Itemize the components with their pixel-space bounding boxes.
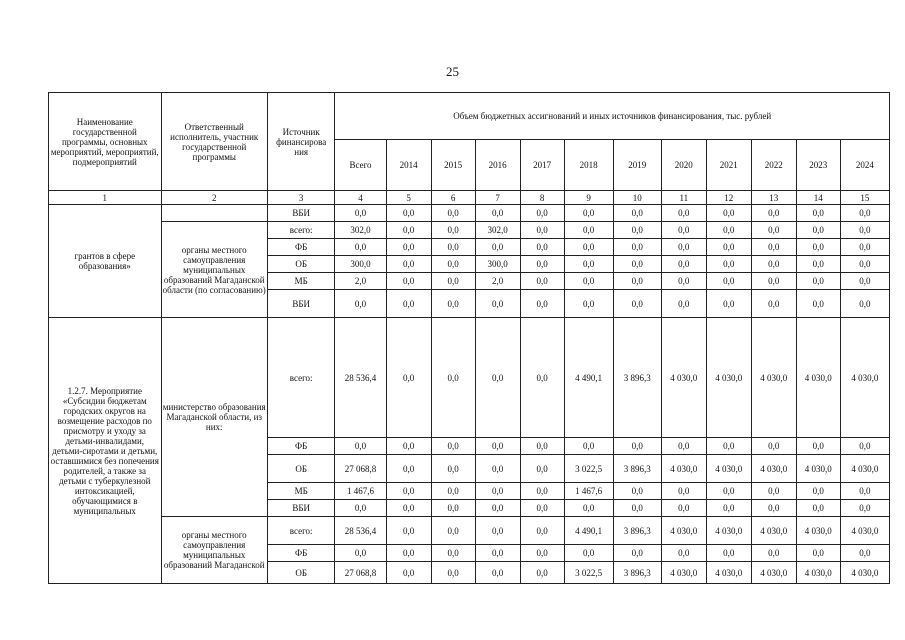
value-cell: 0,0 — [840, 273, 889, 290]
header-volume: Объем бюджетных ассигнований и иных источников финансирования, тыс. рублей — [335, 93, 890, 140]
value-cell: 0,0 — [520, 222, 564, 239]
value-cell: 0,0 — [431, 483, 475, 500]
value-cell: 0,0 — [706, 500, 751, 517]
column-number: 8 — [520, 191, 564, 205]
page-number: 25 — [446, 64, 459, 79]
column-number: 12 — [706, 191, 751, 205]
value-cell: 302,0 — [335, 222, 386, 239]
value-cell: 0,0 — [475, 500, 520, 517]
value-cell: 3 896,3 — [613, 318, 661, 438]
table-header — [49, 93, 890, 205]
table-body — [49, 205, 890, 584]
value-cell: 0,0 — [386, 256, 431, 273]
source-cell: ОБ — [267, 455, 335, 483]
executor-cell: министерство образования Магаданской области, из них: — [161, 318, 267, 517]
executor-cell: органы местного самоуправления муниципальных образований Магаданской — [161, 517, 267, 584]
value-cell: 0,0 — [386, 562, 431, 584]
source-cell: всего: — [267, 517, 335, 545]
value-cell: 0,0 — [706, 239, 751, 256]
value-cell: 0,0 — [613, 205, 661, 222]
value-cell: 0,0 — [751, 483, 796, 500]
value-cell: 0,0 — [520, 500, 564, 517]
value-cell: 0,0 — [706, 222, 751, 239]
value-cell: 0,0 — [796, 483, 840, 500]
value-cell: 0,0 — [475, 239, 520, 256]
column-number: 4 — [335, 191, 386, 205]
value-cell: 0,0 — [431, 290, 475, 318]
value-cell: 0,0 — [520, 256, 564, 273]
value-cell: 0,0 — [796, 222, 840, 239]
column-number: 14 — [796, 191, 840, 205]
source-cell: ОБ — [267, 256, 335, 273]
value-cell: 4 030,0 — [751, 562, 796, 584]
column-number: 9 — [564, 191, 613, 205]
value-cell: 0,0 — [661, 256, 706, 273]
value-cell: 0,0 — [564, 500, 613, 517]
value-cell: 0,0 — [386, 545, 431, 562]
value-cell: 4 030,0 — [661, 455, 706, 483]
value-cell: 0,0 — [796, 500, 840, 517]
value-cell: 0,0 — [706, 290, 751, 318]
value-cell: 0,0 — [431, 500, 475, 517]
value-cell: 0,0 — [796, 290, 840, 318]
value-cell: 0,0 — [613, 273, 661, 290]
value-cell: 0,0 — [751, 205, 796, 222]
value-cell: 0,0 — [475, 290, 520, 318]
value-cell: 4 030,0 — [751, 517, 796, 545]
header-name: Наименование государственной программы, основных мероприятий, мероприятий, подмероприятий — [49, 93, 162, 191]
value-cell: 1 467,6 — [335, 483, 386, 500]
header-year: 2015 — [431, 140, 475, 191]
value-cell: 4 490,1 — [564, 318, 613, 438]
value-cell: 0,0 — [706, 545, 751, 562]
source-cell: ФБ — [267, 438, 335, 455]
value-cell: 0,0 — [751, 222, 796, 239]
value-cell: 0,0 — [335, 545, 386, 562]
value-cell: 0,0 — [475, 455, 520, 483]
value-cell: 4 030,0 — [840, 455, 889, 483]
value-cell: 0,0 — [475, 438, 520, 455]
value-cell: 0,0 — [386, 205, 431, 222]
header-year: 2018 — [564, 140, 613, 191]
value-cell: 3 022,5 — [564, 455, 613, 483]
value-cell: 0,0 — [706, 205, 751, 222]
value-cell: 0,0 — [335, 239, 386, 256]
value-cell: 0,0 — [613, 239, 661, 256]
value-cell: 0,0 — [386, 483, 431, 500]
column-number: 5 — [386, 191, 431, 205]
value-cell: 0,0 — [706, 483, 751, 500]
value-cell: 0,0 — [613, 290, 661, 318]
column-number: 10 — [613, 191, 661, 205]
value-cell: 0,0 — [335, 438, 386, 455]
value-cell: 0,0 — [796, 256, 840, 273]
column-numbers-row — [49, 191, 890, 205]
source-cell: ФБ — [267, 239, 335, 256]
value-cell: 0,0 — [706, 273, 751, 290]
header-year: 2017 — [520, 140, 564, 191]
value-cell: 0,0 — [796, 205, 840, 222]
value-cell: 4 030,0 — [796, 517, 840, 545]
value-cell: 0,0 — [431, 438, 475, 455]
value-cell: 0,0 — [613, 256, 661, 273]
value-cell: 0,0 — [431, 205, 475, 222]
value-cell: 0,0 — [386, 517, 431, 545]
value-cell: 0,0 — [751, 239, 796, 256]
value-cell: 0,0 — [386, 438, 431, 455]
value-cell: 3 896,3 — [613, 517, 661, 545]
table-row — [49, 205, 890, 222]
value-cell: 0,0 — [661, 290, 706, 318]
value-cell: 0,0 — [796, 273, 840, 290]
value-cell: 0,0 — [840, 239, 889, 256]
activity-name-cell: 1.2.7. Мероприятие «Субсидии бюджетам городских округов на возмещение расходов по присмотру и уходу за детьми-инвалидами, детьми-сиротами и детьми, оставшимися без попечения родителей, а также за детьми с туберкулезной интоксикацией, обучающимися в муниципальных — [49, 318, 162, 584]
value-cell: 4 030,0 — [751, 455, 796, 483]
value-cell: 0,0 — [386, 273, 431, 290]
value-cell: 0,0 — [840, 500, 889, 517]
value-cell: 0,0 — [431, 273, 475, 290]
value-cell: 4 490,1 — [564, 517, 613, 545]
value-cell: 4 030,0 — [840, 318, 889, 438]
value-cell: 0,0 — [706, 438, 751, 455]
value-cell: 4 030,0 — [796, 318, 840, 438]
value-cell: 0,0 — [520, 205, 564, 222]
value-cell: 0,0 — [475, 483, 520, 500]
value-cell: 0,0 — [661, 205, 706, 222]
value-cell: 0,0 — [520, 483, 564, 500]
column-number: 6 — [431, 191, 475, 205]
value-cell: 4 030,0 — [706, 455, 751, 483]
value-cell: 0,0 — [475, 205, 520, 222]
header-year: 2020 — [661, 140, 706, 191]
value-cell: 0,0 — [661, 273, 706, 290]
value-cell: 0,0 — [840, 545, 889, 562]
source-cell: всего: — [267, 318, 335, 438]
header-year: 2024 — [840, 140, 889, 191]
value-cell: 28 536,4 — [335, 318, 386, 438]
value-cell: 4 030,0 — [751, 318, 796, 438]
value-cell: 0,0 — [840, 205, 889, 222]
activity-name-cell: грантов в сфере образования» — [49, 205, 162, 318]
value-cell: 0,0 — [431, 455, 475, 483]
value-cell: 28 536,4 — [335, 517, 386, 545]
value-cell: 2,0 — [335, 273, 386, 290]
value-cell: 0,0 — [613, 500, 661, 517]
header-source: Источник финансирова ния — [267, 93, 335, 191]
value-cell: 0,0 — [840, 483, 889, 500]
value-cell: 0,0 — [751, 256, 796, 273]
source-cell: ВБИ — [267, 500, 335, 517]
table-row — [49, 318, 890, 438]
column-number: 15 — [840, 191, 889, 205]
value-cell: 0,0 — [751, 500, 796, 517]
header-year: 2014 — [386, 140, 431, 191]
column-number: 2 — [161, 191, 267, 205]
value-cell: 4 030,0 — [840, 517, 889, 545]
header-year: 2016 — [475, 140, 520, 191]
value-cell: 0,0 — [564, 256, 613, 273]
value-cell: 0,0 — [751, 438, 796, 455]
value-cell: 0,0 — [520, 545, 564, 562]
executor-cell-empty — [161, 205, 267, 222]
column-number: 1 — [49, 191, 162, 205]
value-cell: 4 030,0 — [706, 562, 751, 584]
source-cell: МБ — [267, 273, 335, 290]
value-cell: 4 030,0 — [796, 455, 840, 483]
value-cell: 0,0 — [661, 239, 706, 256]
value-cell: 0,0 — [661, 438, 706, 455]
value-cell: 4 030,0 — [706, 318, 751, 438]
value-cell: 302,0 — [475, 222, 520, 239]
value-cell: 0,0 — [475, 545, 520, 562]
value-cell: 0,0 — [661, 483, 706, 500]
value-cell: 0,0 — [613, 222, 661, 239]
value-cell: 0,0 — [751, 273, 796, 290]
value-cell: 0,0 — [431, 562, 475, 584]
value-cell: 0,0 — [564, 239, 613, 256]
header-total: Всего — [335, 140, 386, 191]
value-cell: 3 022,5 — [564, 562, 613, 584]
value-cell: 4 030,0 — [661, 562, 706, 584]
value-cell: 0,0 — [386, 290, 431, 318]
value-cell: 0,0 — [431, 239, 475, 256]
value-cell: 0,0 — [386, 318, 431, 438]
value-cell: 0,0 — [431, 545, 475, 562]
budget-table — [48, 92, 890, 584]
value-cell: 0,0 — [386, 222, 431, 239]
value-cell: 0,0 — [613, 438, 661, 455]
value-cell: 0,0 — [796, 545, 840, 562]
value-cell: 0,0 — [335, 205, 386, 222]
value-cell: 0,0 — [386, 239, 431, 256]
value-cell: 0,0 — [520, 455, 564, 483]
header-year: 2021 — [706, 140, 751, 191]
source-cell: ВБИ — [267, 290, 335, 318]
table-row — [49, 222, 890, 239]
source-cell: МБ — [267, 483, 335, 500]
value-cell: 0,0 — [520, 239, 564, 256]
header-year: 2022 — [751, 140, 796, 191]
value-cell: 0,0 — [564, 222, 613, 239]
column-number: 11 — [661, 191, 706, 205]
source-cell: ФБ — [267, 545, 335, 562]
value-cell: 0,0 — [613, 483, 661, 500]
header-year: 2019 — [613, 140, 661, 191]
value-cell: 0,0 — [840, 256, 889, 273]
value-cell: 0,0 — [706, 256, 751, 273]
value-cell: 0,0 — [475, 517, 520, 545]
value-cell: 0,0 — [431, 318, 475, 438]
value-cell: 0,0 — [520, 318, 564, 438]
table-row — [49, 517, 890, 545]
value-cell: 4 030,0 — [796, 562, 840, 584]
value-cell: 2,0 — [475, 273, 520, 290]
value-cell: 0,0 — [661, 500, 706, 517]
source-cell: ОБ — [267, 562, 335, 584]
value-cell: 0,0 — [564, 545, 613, 562]
value-cell: 0,0 — [751, 545, 796, 562]
value-cell: 0,0 — [475, 562, 520, 584]
value-cell: 4 030,0 — [840, 562, 889, 584]
value-cell: 4 030,0 — [661, 318, 706, 438]
column-number: 13 — [751, 191, 796, 205]
value-cell: 0,0 — [564, 273, 613, 290]
value-cell: 1 467,6 — [564, 483, 613, 500]
value-cell: 0,0 — [431, 517, 475, 545]
column-number: 7 — [475, 191, 520, 205]
value-cell: 0,0 — [796, 239, 840, 256]
value-cell: 0,0 — [520, 273, 564, 290]
value-cell: 0,0 — [520, 290, 564, 318]
value-cell: 0,0 — [840, 290, 889, 318]
value-cell: 0,0 — [386, 500, 431, 517]
value-cell: 0,0 — [431, 256, 475, 273]
executor-cell: органы местного самоуправления муниципальных образований Магаданской области (по согласованию) — [161, 222, 267, 318]
value-cell: 0,0 — [661, 222, 706, 239]
value-cell: 0,0 — [335, 500, 386, 517]
column-number: 3 — [267, 191, 335, 205]
value-cell: 27 068,8 — [335, 562, 386, 584]
value-cell: 0,0 — [520, 517, 564, 545]
value-cell: 0,0 — [431, 222, 475, 239]
value-cell: 0,0 — [796, 438, 840, 455]
value-cell: 3 896,3 — [613, 562, 661, 584]
value-cell: 0,0 — [564, 290, 613, 318]
value-cell: 0,0 — [520, 438, 564, 455]
value-cell: 0,0 — [335, 290, 386, 318]
value-cell: 300,0 — [475, 256, 520, 273]
value-cell: 300,0 — [335, 256, 386, 273]
value-cell: 4 030,0 — [706, 517, 751, 545]
value-cell: 3 896,3 — [613, 455, 661, 483]
source-cell: всего: — [267, 222, 335, 239]
value-cell: 0,0 — [520, 562, 564, 584]
value-cell: 0,0 — [564, 438, 613, 455]
source-cell: ВБИ — [267, 205, 335, 222]
header-year: 2023 — [796, 140, 840, 191]
header-executor: Ответственный исполнитель, участник государственной программы — [161, 93, 267, 191]
value-cell: 0,0 — [751, 290, 796, 318]
value-cell: 4 030,0 — [661, 517, 706, 545]
value-cell: 0,0 — [475, 318, 520, 438]
value-cell: 27 068,8 — [335, 455, 386, 483]
value-cell: 0,0 — [564, 205, 613, 222]
value-cell: 0,0 — [386, 455, 431, 483]
value-cell: 0,0 — [613, 545, 661, 562]
value-cell: 0,0 — [840, 438, 889, 455]
value-cell: 0,0 — [661, 545, 706, 562]
value-cell: 0,0 — [840, 222, 889, 239]
